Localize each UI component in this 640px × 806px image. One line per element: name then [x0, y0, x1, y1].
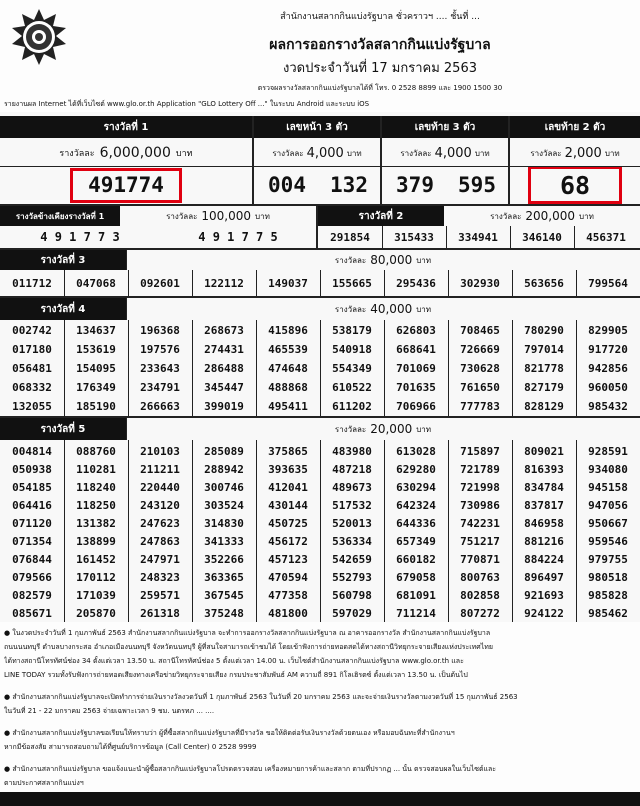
- prize4-number: 554349: [332, 362, 372, 375]
- prize5-number: 457123: [268, 552, 308, 566]
- prize5-number: 681091: [396, 588, 436, 602]
- prize5-number: 642324: [396, 498, 436, 512]
- prize5-number: 205870: [76, 606, 116, 620]
- prize4-number: 828129: [524, 400, 564, 413]
- prize4-number: 985432: [588, 400, 628, 413]
- prize5-number: 487218: [332, 462, 372, 476]
- prize3-number: 295436: [396, 276, 436, 290]
- prize5-number: 367545: [204, 588, 244, 602]
- prize5-number: 985828: [588, 588, 628, 602]
- prize5-number: 721789: [460, 462, 500, 476]
- note-line: หากมีข้อสงสัย สามารถสอบถามได้ที่ศูนย์บริการข้อมูล (Call Center) 0 2528 9999: [4, 743, 257, 751]
- prize5-number: 261318: [140, 606, 180, 620]
- near-number-2: 4 9 1 7 7 5: [198, 230, 278, 244]
- prize4-number: 777783: [460, 400, 500, 413]
- prize5-number: 259571: [140, 588, 180, 602]
- prize5-number: 751217: [460, 534, 500, 548]
- note-line: ถนนนนทบุรี ตำบลบางกระสอ อำเภอเมืองนนทบุรี จังหวัดนนทบุรี ผู้ที่สนใจสามารถเข้าชมได้ โดยเข้าฟังการถ่ายทอดสดได้ทางสถานีวิทยุกระจายเสียงแห่งประเทศไทย: [4, 643, 493, 651]
- prize5-number: 118240: [76, 480, 116, 494]
- note-line: ตามประกาศสลากกินแบ่งฯ: [4, 779, 84, 787]
- front3-number-2: 132: [330, 173, 368, 197]
- prize5-number: 536334: [332, 534, 372, 548]
- prize4-amount: รางวัลละ 40,000 บาท: [334, 302, 432, 316]
- prize5-number: 629280: [396, 462, 436, 476]
- prize4-number: 780290: [524, 324, 564, 337]
- prize5-number: 834784: [524, 480, 564, 494]
- prize5-number: 248323: [140, 570, 180, 584]
- prize4-number: 708465: [460, 324, 500, 337]
- prize3-label: รางวัลที่ 3: [0, 250, 126, 270]
- prize5-number: 985462: [588, 606, 628, 620]
- near-amount: รางวัลละ 100,000 บาท: [166, 209, 270, 223]
- prize5-number: 934080: [588, 462, 628, 476]
- prize5-number: 613028: [396, 444, 436, 458]
- prize5-number: 247623: [140, 516, 180, 530]
- back2-amount: รางวัลละ 2,000 บาท: [530, 145, 620, 161]
- prize5-number: 285089: [204, 444, 244, 458]
- note-line: ● ในงวดประจำวันที่ 1 กุมภาพันธ์ 2563 สำนักงานสลากกินแบ่งรัฐบาล จะทำการออกรางวัลสลากกินแบ่งรัฐบาล ณ อาคารออกรางวัล สำนักงานสลากกินแบ่งรัฐบาล: [4, 629, 491, 637]
- prize5-number: 076844: [12, 552, 52, 566]
- prize5-number: 064416: [12, 498, 52, 512]
- prize5-number: 131382: [76, 516, 116, 530]
- prize5-number: 288942: [204, 462, 244, 476]
- prize5-number: 837817: [524, 498, 564, 512]
- prize4-number: 002742: [12, 324, 52, 337]
- prize4-number: 668641: [396, 343, 436, 356]
- prize4-number: 399019: [204, 400, 244, 413]
- prize5-number: 243120: [140, 498, 180, 512]
- prize5-number: 314830: [204, 516, 244, 530]
- prize4-number: 942856: [588, 362, 628, 375]
- prize4-number: 268673: [204, 324, 244, 337]
- prize5-number: 959546: [588, 534, 628, 548]
- prize5-number: 171039: [76, 588, 116, 602]
- prize4-number: 017180: [12, 343, 52, 356]
- prize3-number: 155665: [332, 276, 372, 290]
- front3-number-1: 004: [268, 173, 306, 197]
- prize3-number: 092601: [140, 276, 180, 290]
- internet-info: รายงานผล Internet ได้ที่เว็บไซต์ www.glo.or.th Application "GLO Lottery Off ..." ในระบบ Android และระบบ iOS: [4, 100, 370, 108]
- prize5-label: รางวัลที่ 5: [0, 418, 126, 440]
- prize4-number: 196368: [140, 324, 180, 337]
- prize5-number: 660182: [396, 552, 436, 566]
- prize5-number: 770871: [460, 552, 500, 566]
- page-title: ผลการออกรางวัลสลากกินแบ่งรัฐบาล: [269, 37, 491, 53]
- prize4-number: 726669: [460, 343, 500, 356]
- prize5-number: 210103: [140, 444, 180, 458]
- prize5-number: 945158: [588, 480, 628, 494]
- prize4-number: 286488: [204, 362, 244, 375]
- prize4-number: 134637: [76, 324, 116, 337]
- prize5-number: 352266: [204, 552, 244, 566]
- back3-label: เลขท้าย 3 ตัว: [382, 116, 508, 138]
- header: [0, 0, 640, 112]
- prize5-number: 110281: [76, 462, 116, 476]
- prize5-number: 711214: [396, 606, 436, 620]
- prize5-number: 004814: [12, 444, 52, 458]
- prize5-number: 211211: [140, 462, 180, 476]
- prize5-number: 542659: [332, 552, 372, 566]
- prize4-number: 474648: [268, 362, 308, 375]
- prize4-number: 153619: [76, 343, 116, 356]
- back2-label: เลขท้าย 2 ตัว: [510, 116, 640, 138]
- prize5-number: 375248: [204, 606, 244, 620]
- prize5-number: 816393: [524, 462, 564, 476]
- prize4-number: 234791: [140, 381, 180, 394]
- near-number-1: 4 9 1 7 7 3: [40, 230, 120, 244]
- prize5-number: 079566: [12, 570, 52, 584]
- footnotes: [0, 622, 640, 806]
- prize1-highlight: [70, 168, 182, 203]
- prize2-number: 291854: [330, 230, 370, 244]
- prize4-number: 829905: [588, 324, 628, 337]
- prize5-number: 483980: [332, 444, 372, 458]
- prize4-number: 154095: [76, 362, 116, 375]
- prize5-number: 630294: [396, 480, 436, 494]
- prize5-number: 170112: [76, 570, 116, 584]
- prize3-number: 011712: [12, 276, 52, 290]
- prize5-number: 921693: [524, 588, 564, 602]
- prize4-number: 611202: [332, 400, 372, 413]
- prize5-number: 979755: [588, 552, 628, 566]
- prize5-number: 456172: [268, 534, 308, 548]
- prize5-number: 412041: [268, 480, 308, 494]
- prize4-number: 495411: [268, 400, 308, 413]
- prize5-number: 721998: [460, 480, 500, 494]
- check-info: ตรวจผลรางวัลสลากกินแบ่งรัฐบาลได้ที่ โทร. 0 2528 8899 และ 1900 1500 30: [257, 84, 503, 92]
- prize5-number: 363365: [204, 570, 244, 584]
- prize5-amount: รางวัลละ 20,000 บาท: [334, 422, 432, 436]
- prize5-number: 303524: [204, 498, 244, 512]
- prize5-number: 300746: [204, 480, 244, 494]
- prize4-number: 610522: [332, 381, 372, 394]
- prize5-number: 520013: [332, 516, 372, 530]
- prize5-number: 054185: [12, 480, 52, 494]
- prize1-number: 491774: [88, 173, 164, 197]
- prize4-number: 538179: [332, 324, 372, 337]
- prize5-number: 644336: [396, 516, 436, 530]
- prize5-number: 450725: [268, 516, 308, 530]
- prize5-number: 247971: [140, 552, 180, 566]
- prize5-number: 341333: [204, 534, 244, 548]
- prize4-number: 197576: [140, 343, 180, 356]
- prize4-number: 068332: [12, 381, 52, 394]
- prize4-number: 701635: [396, 381, 436, 394]
- prize5-number: 597029: [332, 606, 372, 620]
- prize4-number: 465539: [268, 343, 308, 356]
- prize4-number: 761650: [460, 381, 500, 394]
- prize5-number: 881216: [524, 534, 564, 548]
- prize5-number: 552793: [332, 570, 372, 584]
- front3-label: เลขหน้า 3 ตัว: [254, 116, 380, 138]
- prize5-number: 071354: [12, 534, 52, 548]
- prize5-number: 950667: [588, 516, 628, 530]
- prize5-number: 896497: [524, 570, 564, 584]
- prize5-number: 846958: [524, 516, 564, 530]
- prize5-number: 220440: [140, 480, 180, 494]
- prize5-number: 802858: [460, 588, 500, 602]
- prize5-number: 947056: [588, 498, 628, 512]
- prize1-label: รางวัลที่ 1: [0, 116, 252, 138]
- prize4-number: 540918: [332, 343, 372, 356]
- prize3-number: 302930: [460, 276, 500, 290]
- prize2-amount: รางวัลละ 200,000 บาท: [490, 209, 594, 223]
- prize4-number: 266663: [140, 400, 180, 413]
- prize5-number: 560798: [332, 588, 372, 602]
- draw-date: งวดประจำวันที่ 17 มกราคม 2563: [283, 61, 477, 76]
- prize4-number: 701069: [396, 362, 436, 375]
- prize1-amount: รางวัลละ 6,000,000 บาท: [59, 145, 193, 161]
- prize4-number: 415896: [268, 324, 308, 337]
- prize5-number: 118250: [76, 498, 116, 512]
- prize4-number: 917720: [588, 343, 628, 356]
- prize5-number: 742231: [460, 516, 500, 530]
- prize5-number: 247863: [140, 534, 180, 548]
- prize4-number: 185190: [76, 400, 116, 413]
- prize4-number: 730628: [460, 362, 500, 375]
- prize5-number: 375865: [268, 444, 308, 458]
- prize5-number: 657349: [396, 534, 436, 548]
- prize3-number: 047068: [76, 276, 116, 290]
- prize5-number: 050938: [12, 462, 52, 476]
- back2-highlight: [528, 166, 622, 204]
- note-line: LINE TODAY รวมทั้งรับฟังการถ่ายทอดเสียงทางเครือข่ายวิทยุกระจายเสียง กรมประชาสัมพันธ์ AM ความถี่ 891 กิโลเฮิรตซ์ ตั้งแต่เวลา 13.50 น. เป็นต้นไป: [4, 671, 468, 679]
- prize4-number: 626803: [396, 324, 436, 337]
- prize3-number: 149037: [268, 276, 308, 290]
- bottom-bar: [0, 792, 640, 806]
- prize5-number: 800763: [460, 570, 500, 584]
- prize3-number: 799564: [588, 276, 628, 290]
- prize4-number: 233643: [140, 362, 180, 375]
- prize5-number: 884224: [524, 552, 564, 566]
- prize4-number: 345447: [204, 381, 244, 394]
- back3-amount: รางวัลละ 4,000 บาท: [400, 145, 490, 161]
- prize2-number: 334941: [458, 230, 498, 244]
- prize5-number: 430144: [268, 498, 308, 512]
- prize5-number: 138899: [76, 534, 116, 548]
- front3-amount: รางวัลละ 4,000 บาท: [272, 145, 362, 161]
- near-label: รางวัลข้างเคียงรางวัลที่ 1: [0, 206, 120, 226]
- prize5-number: 679058: [396, 570, 436, 584]
- back2-number: 68: [559, 170, 591, 200]
- prize5-number: 809021: [524, 444, 564, 458]
- prize3-number: 122112: [204, 276, 244, 290]
- prize4-number: 056481: [12, 362, 52, 375]
- prize5-number: 088760: [76, 444, 116, 458]
- prize4-number: 821778: [524, 362, 564, 375]
- prize5-number: 730986: [460, 498, 500, 512]
- prize5-number: 161452: [76, 552, 116, 566]
- prize2-number: 456371: [586, 230, 626, 244]
- prize4-label: รางวัลที่ 4: [0, 298, 126, 320]
- note-line: ● สำนักงานสลากกินแบ่งรัฐบาลจะเปิดทำการจ่ายเงินรางวัลงวดวันที่ 1 กุมภาพันธ์ 2563 ในวันที่ 20 มกราคม 2563 และจะจ่ายเงินรางวัลตามงวดวันที่ 15 กุมภาพันธ์ 2563: [4, 693, 518, 701]
- back3-number-1: 379: [396, 173, 434, 197]
- note-line: ในวันที่ 21 - 22 มกราคม 2563 จ่ายเฉพาะเวลา 9 ชม. นตรทภ ... ....: [4, 707, 215, 715]
- note-line: ได้ทางสถานีโทรทัศน์ช่อง 34 ตั้งแต่เวลา 13.50 น. สถานีโทรทัศน์ช่อง 5 ตั้งแต่เวลา 14.00 น. เว็บไซต์สำนักงานสลากกินแบ่งรัฐบาล www.glo.or.th และ: [4, 657, 464, 665]
- prize5-number: 980518: [588, 570, 628, 584]
- prize5-number: 715897: [460, 444, 500, 458]
- prize4-number: 827179: [524, 381, 564, 394]
- prize5-number: 082579: [12, 588, 52, 602]
- prize4-number: 960050: [588, 381, 628, 394]
- prize4-number: 274431: [204, 343, 244, 356]
- prize4-number: 488868: [268, 381, 308, 394]
- glo-emblem-icon: [10, 8, 68, 66]
- prize4-number: 706966: [396, 400, 436, 413]
- prize4-number: 797014: [524, 343, 564, 356]
- back3-number-2: 595: [458, 173, 496, 197]
- prize5-number: 481800: [268, 606, 308, 620]
- prize5-number: 517532: [332, 498, 372, 512]
- prize5-number: 470594: [268, 570, 308, 584]
- prize5-number: 928591: [588, 444, 628, 458]
- prize4-number: 176349: [76, 381, 116, 394]
- prize5-number: 071120: [12, 516, 52, 530]
- prize2-number: 315433: [394, 230, 434, 244]
- prize5-number: 924122: [524, 606, 564, 620]
- note-line: ● สำนักงานสลากกินแบ่งรัฐบาลขอเรียนให้ทราบว่า ผู้ที่ซื้อสลากกินแบ่งรัฐบาลที่มีรางวัล ขอให้ติดต่อรับเงินรางวัลด้วยตนเอง หรือมอบฉันทะที่สำนักงานฯ: [4, 729, 455, 737]
- prize4-number: 132055: [12, 400, 52, 413]
- prize5-number: 085671: [12, 606, 52, 620]
- org-name: สำนักงานสลากกินแบ่งรัฐบาล ชั่วคราวฯ .... ชั้นที่ ...: [280, 12, 480, 22]
- prize5-number: 477358: [268, 588, 308, 602]
- prize5-number: 393635: [268, 462, 308, 476]
- prize3-number: 563656: [524, 276, 564, 290]
- prize3-amount: รางวัลละ 80,000 บาท: [334, 253, 432, 267]
- prize5-number: 807272: [460, 606, 500, 620]
- prize5-number: 489673: [332, 480, 372, 494]
- prize2-number: 346140: [522, 230, 562, 244]
- note-line: ● สำนักงานสลากกินแบ่งรัฐบาล ขอแจ้งแนะนำผู้ซื้อสลากกินแบ่งรัฐบาลโปรดตรวจสอบ เครื่องหมายการค้าและสลาก ตามที่ปรากฏ ... นั้น ตรวจสอบผลในเว็บไซต์และ: [4, 765, 497, 773]
- prize2-label: รางวัลที่ 2: [318, 206, 444, 226]
